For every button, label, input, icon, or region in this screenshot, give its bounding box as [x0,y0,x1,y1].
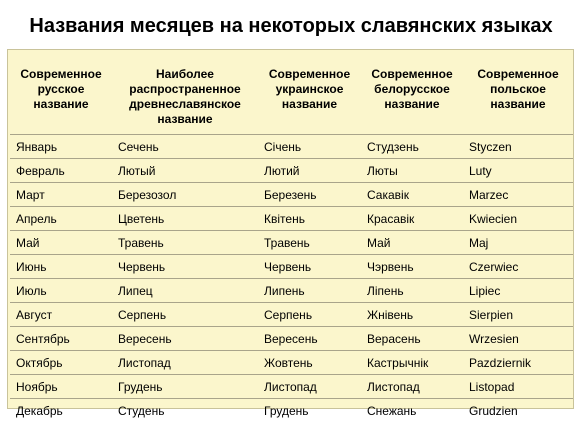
cell-russian: Декабрь [10,399,112,422]
cell-old-slavic: Лютый [112,159,258,183]
cell-ukrainian: Липень [258,279,361,303]
table-header-row [10,63,573,135]
cell-russian: Июнь [10,255,112,279]
table-row [10,327,573,351]
cell-old-slavic: Вересень [112,327,258,351]
cell-ukrainian: Вересень [258,327,361,351]
cell-ukrainian: Грудень [258,399,361,422]
cell-russian: Октябрь [10,351,112,375]
cell-polish: Styczen [463,135,573,159]
cell-old-slavic: Червень [112,255,258,279]
header-polish: Современное польское название [463,63,573,135]
table-row [10,303,573,327]
cell-ukrainian: Травень [258,231,361,255]
cell-polish: Marzec [463,183,573,207]
cell-belarusian: Жнівень [361,303,463,327]
cell-polish: Czerwiec [463,255,573,279]
months-table-panel [7,49,574,409]
cell-polish: Lipiec [463,279,573,303]
cell-old-slavic: Цветень [112,207,258,231]
cell-old-slavic: Березозол [112,183,258,207]
cell-ukrainian: Березень [258,183,361,207]
cell-old-slavic: Студень [112,399,258,422]
cell-polish: Maj [463,231,573,255]
cell-belarusian: Лiпень [361,279,463,303]
cell-old-slavic: Серпень [112,303,258,327]
table-row [10,375,573,399]
cell-old-slavic: Сечень [112,135,258,159]
cell-belarusian: Кастрычнік [361,351,463,375]
cell-polish: Sierpien [463,303,573,327]
table-row [10,399,573,422]
cell-russian: Март [10,183,112,207]
table-row [10,183,573,207]
cell-polish: Luty [463,159,573,183]
cell-belarusian: Студзень [361,135,463,159]
table-row [10,159,573,183]
cell-russian: Февраль [10,159,112,183]
cell-russian: Январь [10,135,112,159]
cell-polish: Listopad [463,375,573,399]
table-row [10,135,573,159]
table-row [10,351,573,375]
cell-polish: Wrzesien [463,327,573,351]
months-table [10,63,573,422]
cell-polish: Grudzien [463,399,573,422]
cell-ukrainian: Листопад [258,375,361,399]
header-ukrainian: Современное украинское название [258,63,361,135]
cell-belarusian: Май [361,231,463,255]
cell-ukrainian: Жовтень [258,351,361,375]
cell-belarusian: Люты [361,159,463,183]
cell-old-slavic: Листопад [112,351,258,375]
table-row [10,231,573,255]
table-row [10,207,573,231]
cell-ukrainian: Лютий [258,159,361,183]
cell-belarusian: Красавік [361,207,463,231]
page-title: Названия месяцев на некоторых славянских языках [0,13,582,39]
table-body [10,135,573,422]
header-belarusian: Современное белорусское название [361,63,463,135]
cell-belarusian: Снежань [361,399,463,422]
cell-old-slavic: Травень [112,231,258,255]
cell-ukrainian: Квітень [258,207,361,231]
cell-russian: Июль [10,279,112,303]
cell-russian: Май [10,231,112,255]
cell-ukrainian: Січень [258,135,361,159]
cell-russian: Август [10,303,112,327]
cell-belarusian: Верасень [361,327,463,351]
cell-russian: Апрель [10,207,112,231]
cell-old-slavic: Липец [112,279,258,303]
header-russian: Современное русское название [10,63,112,135]
table-row [10,255,573,279]
cell-ukrainian: Серпень [258,303,361,327]
cell-ukrainian: Червень [258,255,361,279]
table-row [10,279,573,303]
cell-belarusian: Сакавік [361,183,463,207]
cell-polish: Pazdziernik [463,351,573,375]
cell-old-slavic: Грудень [112,375,258,399]
cell-belarusian: Листопад [361,375,463,399]
cell-belarusian: Чэрвень [361,255,463,279]
cell-polish: Kwiecien [463,207,573,231]
cell-russian: Сентябрь [10,327,112,351]
cell-russian: Ноябрь [10,375,112,399]
header-old-slavic: Наиболее распространенное древнеславянское название [112,63,258,135]
